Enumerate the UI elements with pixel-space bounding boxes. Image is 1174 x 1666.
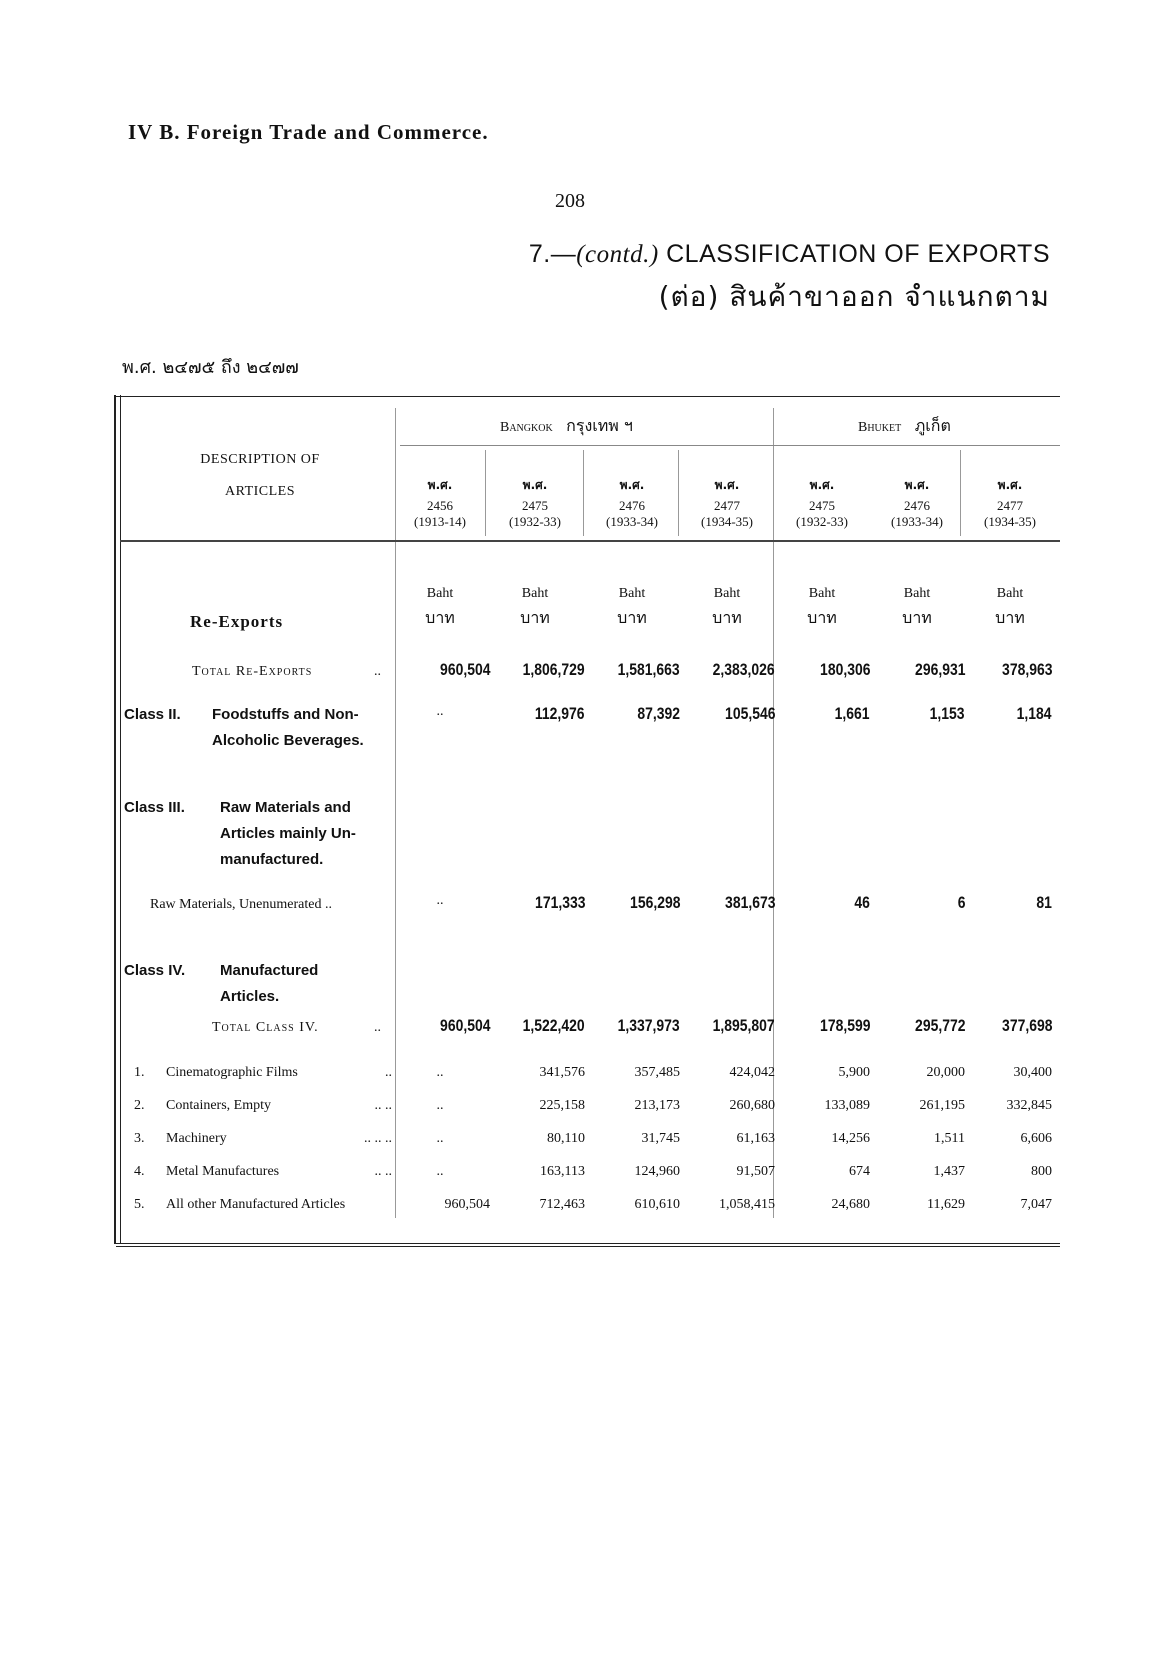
value-cell: 213,173 bbox=[634, 1098, 680, 1113]
item-label: Machinery bbox=[166, 1131, 227, 1146]
year-header-ad: (1913-14) bbox=[414, 514, 466, 529]
value-cell: 87,392 bbox=[637, 704, 680, 723]
port-bhuket: Bhuket ภูเก็ต bbox=[858, 416, 951, 435]
total-reexports-dots: .. bbox=[374, 664, 381, 679]
unit-baht: Baht bbox=[521, 586, 549, 601]
year-header-thai: พ.ศ. bbox=[522, 478, 548, 492]
item-dots: .. bbox=[385, 1065, 392, 1080]
year-header-ad: (1933-34) bbox=[891, 514, 943, 529]
value-cell: 960,504 bbox=[439, 1016, 490, 1035]
year-header-ad: (1932-33) bbox=[796, 514, 848, 529]
class3-label: Class III. bbox=[124, 799, 185, 816]
value-cell: 24,680 bbox=[831, 1197, 870, 1212]
period-thai: พ.ศ. ๒๔๗๕ ถึง ๒๔๗๗ bbox=[122, 357, 299, 378]
value-cell: 112,976 bbox=[535, 704, 585, 723]
value-cell: 80,110 bbox=[547, 1131, 585, 1146]
value-cell: 357,485 bbox=[634, 1065, 680, 1080]
year-header-be: 2475 bbox=[522, 498, 548, 513]
value-cell: .. bbox=[436, 1098, 444, 1113]
class3-desc-line3: manufactured. bbox=[220, 851, 324, 868]
item-dots: .. .. bbox=[374, 1164, 392, 1179]
year-header-be: 2476 bbox=[904, 498, 930, 513]
reexports-heading: Re-Exports bbox=[190, 612, 284, 631]
year-header-ad: (1934-35) bbox=[984, 514, 1036, 529]
value-cell: 1,511 bbox=[934, 1131, 965, 1146]
unit-baht: Baht bbox=[618, 586, 646, 601]
year-header-be: 2477 bbox=[714, 498, 740, 513]
value-cell: 156,298 bbox=[629, 893, 680, 912]
value-cell: 1,661 bbox=[835, 704, 870, 723]
unit-baht: Baht bbox=[426, 586, 454, 601]
item-label: Containers, Empty bbox=[166, 1098, 271, 1113]
unit-baht-thai: บาท bbox=[712, 608, 742, 627]
value-cell: 381,673 bbox=[724, 893, 775, 912]
year-header-be: 2456 bbox=[427, 498, 453, 513]
value-cell: 295,772 bbox=[914, 1016, 965, 1035]
value-cell: 1,337,973 bbox=[617, 1016, 680, 1035]
title-contd: (contd.) bbox=[576, 241, 659, 268]
item-label: Cinematographic Films bbox=[166, 1065, 298, 1080]
value-cell: 31,745 bbox=[641, 1131, 680, 1146]
item-label: Metal Manufactures bbox=[166, 1164, 280, 1179]
value-cell: 1,184 bbox=[1017, 704, 1052, 723]
value-cell: 1,895,807 bbox=[712, 1016, 775, 1035]
value-cell: 1,581,663 bbox=[617, 660, 680, 679]
value-cell: .. bbox=[436, 1131, 444, 1146]
value-cell: 377,698 bbox=[1001, 1016, 1052, 1035]
class4-desc-line1: Manufactured bbox=[220, 962, 319, 979]
port-bangkok: Bangkok กรุงเทพ ฯ bbox=[500, 416, 633, 435]
total-class4-dots: .. bbox=[374, 1020, 381, 1035]
value-cell: 225,158 bbox=[539, 1098, 585, 1113]
value-cell: 6,606 bbox=[1020, 1131, 1052, 1146]
value-cell: 11,629 bbox=[927, 1197, 965, 1212]
total-reexports-label: Total Re-Exports bbox=[192, 664, 313, 679]
unit-baht-thai: บาท bbox=[995, 608, 1025, 627]
value-cell: 378,963 bbox=[1001, 660, 1052, 679]
value-cell: 81 bbox=[1036, 893, 1052, 912]
value-cell: 124,960 bbox=[634, 1164, 680, 1179]
value-cell: 14,256 bbox=[831, 1131, 870, 1146]
unit-baht-thai: บาท bbox=[617, 608, 647, 627]
value-cell: .. bbox=[436, 1164, 444, 1179]
value-cell: 712,463 bbox=[539, 1197, 585, 1212]
value-cell: 341,576 bbox=[539, 1065, 585, 1080]
raw-materials-label: Raw Materials, Unenumerated .. bbox=[150, 897, 332, 912]
port-bhuket-thai: ภูเก็ต bbox=[914, 416, 951, 435]
unit-baht: Baht bbox=[808, 586, 836, 601]
item-dots: .. .. bbox=[374, 1098, 392, 1113]
item-number: 4. bbox=[134, 1164, 145, 1179]
class2-desc-line2: Alcoholic Beverages. bbox=[212, 732, 364, 749]
section-title: IV B. Foreign Trade and Commerce. bbox=[128, 120, 489, 144]
value-cell: 800 bbox=[1031, 1164, 1052, 1179]
item-dots: .. .. .. bbox=[364, 1131, 392, 1146]
table-frame-left bbox=[114, 395, 121, 1244]
value-cell: 178,599 bbox=[819, 1016, 870, 1035]
year-header-thai: พ.ศ. bbox=[809, 478, 835, 492]
class3-desc-line1: Raw Materials and bbox=[220, 799, 351, 816]
year-header-thai: พ.ศ. bbox=[904, 478, 930, 492]
item-number: 3. bbox=[134, 1131, 145, 1146]
value-cell: 30,400 bbox=[1013, 1065, 1052, 1080]
year-header-thai: พ.ศ. bbox=[997, 478, 1023, 492]
value-cell: 7,047 bbox=[1020, 1197, 1052, 1212]
year-header-be: 2477 bbox=[997, 498, 1023, 513]
value-cell: 1,153 bbox=[930, 704, 965, 723]
class2-label: Class II. bbox=[124, 706, 181, 723]
header-rule bbox=[400, 445, 1060, 446]
item-number: 2. bbox=[134, 1098, 145, 1113]
title-number: 7.— bbox=[528, 240, 577, 268]
year-header-be: 2475 bbox=[809, 498, 835, 513]
value-cell: 424,042 bbox=[729, 1065, 775, 1080]
year-header-ad: (1934-35) bbox=[701, 514, 753, 529]
class3-desc-line2: Articles mainly Un- bbox=[220, 825, 356, 842]
port-bangkok-thai: กรุงเทพ ฯ bbox=[566, 416, 633, 435]
class4-label: Class IV. bbox=[124, 962, 186, 979]
value-cell: 960,504 bbox=[439, 660, 490, 679]
item-number: 5. bbox=[134, 1197, 145, 1212]
year-header-thai: พ.ศ. bbox=[427, 478, 453, 492]
value-cell: 610,610 bbox=[634, 1197, 680, 1212]
year-header-thai: พ.ศ. bbox=[619, 478, 645, 492]
unit-baht: Baht bbox=[713, 586, 741, 601]
value-cell: 260,680 bbox=[729, 1098, 775, 1113]
header-rule bbox=[120, 540, 1060, 542]
year-header-be: 2476 bbox=[619, 498, 645, 513]
value-cell: .. bbox=[436, 893, 444, 908]
total-class4-label: Total Class IV. bbox=[212, 1020, 319, 1035]
value-cell: .. bbox=[436, 1065, 444, 1080]
value-cell: .. bbox=[436, 704, 444, 719]
value-cell: 91,507 bbox=[736, 1164, 775, 1179]
unit-baht-thai: บาท bbox=[425, 608, 455, 627]
value-cell: 20,000 bbox=[926, 1065, 965, 1080]
value-cell: 163,113 bbox=[540, 1164, 585, 1179]
value-cell: 61,163 bbox=[736, 1131, 775, 1146]
unit-baht: Baht bbox=[903, 586, 931, 601]
value-cell: 1,058,415 bbox=[719, 1197, 775, 1212]
title-english bbox=[529, 240, 1050, 269]
value-cell: 261,195 bbox=[919, 1098, 965, 1113]
value-cell: 6 bbox=[957, 893, 965, 912]
value-cell: 674 bbox=[849, 1164, 870, 1179]
value-cell: 332,845 bbox=[1006, 1098, 1052, 1113]
year-header-ad: (1932-33) bbox=[509, 514, 561, 529]
title-main: CLASSIFICATION OF EXPORTS bbox=[666, 240, 1050, 268]
value-cell: 133,089 bbox=[824, 1098, 870, 1113]
value-cell: 1,522,420 bbox=[522, 1016, 585, 1035]
unit-baht-thai: บาท bbox=[520, 608, 550, 627]
item-number: 1. bbox=[134, 1065, 145, 1080]
unit-baht: Baht bbox=[996, 586, 1024, 601]
year-header-thai: พ.ศ. bbox=[714, 478, 740, 492]
item-label: All other Manufactured Articles bbox=[166, 1197, 346, 1212]
value-cell: 105,546 bbox=[724, 704, 775, 723]
class4-desc-line2: Articles. bbox=[220, 988, 280, 1005]
class2-desc-line1: Foodstuffs and Non- bbox=[212, 706, 359, 723]
value-cell: 2,383,026 bbox=[712, 660, 775, 679]
value-cell: 960,504 bbox=[444, 1197, 490, 1212]
value-cell: 5,900 bbox=[838, 1065, 870, 1080]
unit-baht-thai: บาท bbox=[807, 608, 837, 627]
title-thai: (ต่อ) สินค้าขาออก จำแนกตาม bbox=[658, 280, 1050, 313]
value-cell: 1,437 bbox=[933, 1164, 965, 1179]
table-title bbox=[529, 240, 1050, 319]
description-header: DESCRIPTION OF ARTICLES bbox=[200, 452, 320, 499]
year-header-ad: (1933-34) bbox=[606, 514, 658, 529]
value-cell: 46 bbox=[854, 893, 870, 912]
value-cell: 180,306 bbox=[819, 660, 870, 679]
value-cell: 296,931 bbox=[914, 660, 965, 679]
page-number: 208 bbox=[555, 190, 585, 212]
value-cell: 171,333 bbox=[534, 893, 585, 912]
value-cell: 1,806,729 bbox=[522, 660, 585, 679]
unit-baht-thai: บาท bbox=[902, 608, 932, 627]
